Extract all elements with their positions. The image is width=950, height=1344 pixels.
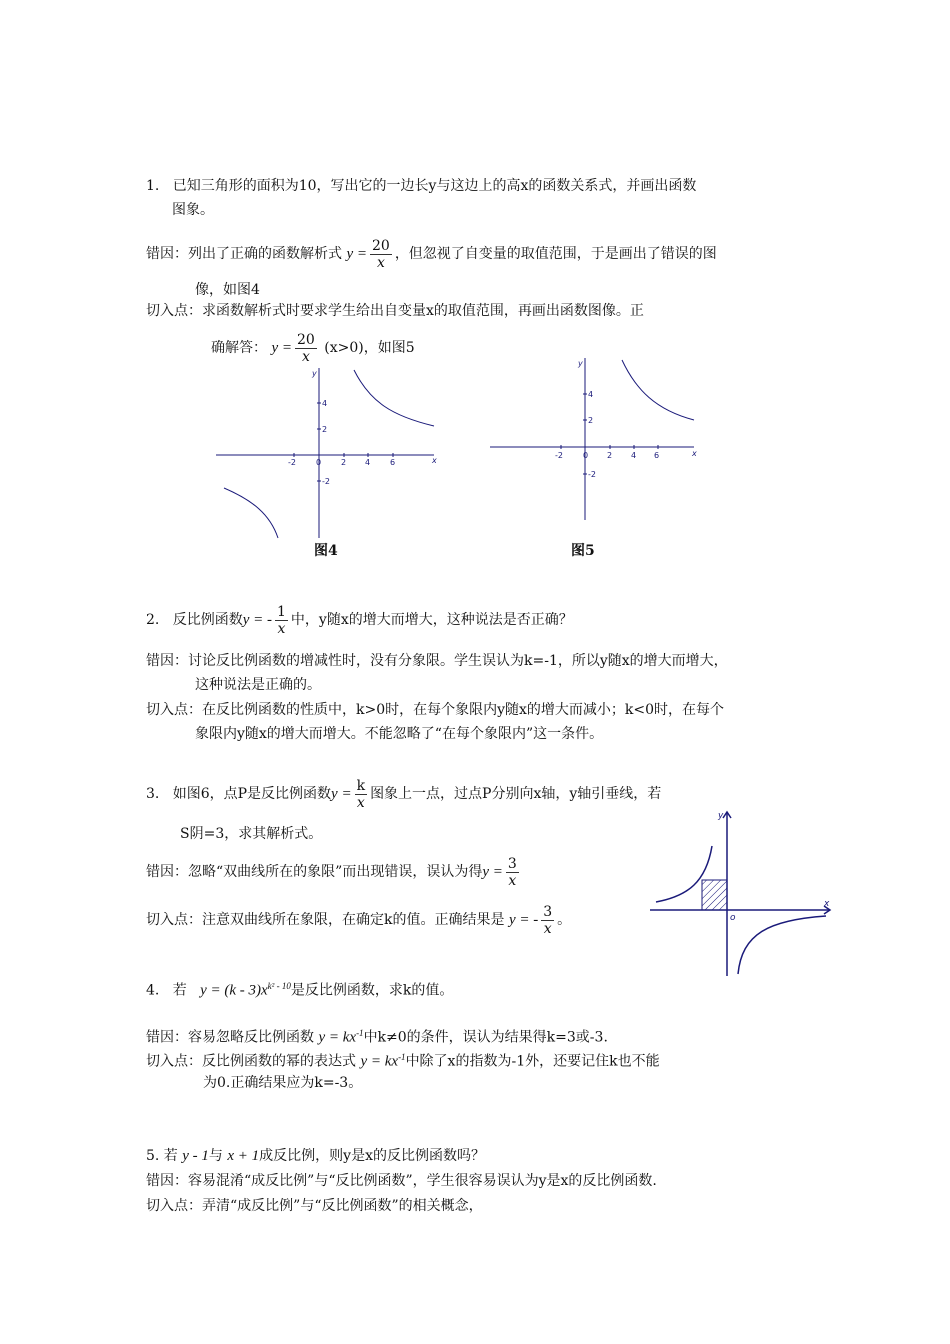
q1-cut-line2: 确解答： y = $\frac{20}{x}$ (x>0)，如图5 (211, 331, 415, 365)
fig4-xtick-3: 4 (365, 458, 371, 467)
q2-error-line2: 这种说法是正确的。 (195, 677, 321, 693)
fig6-axis-y: y (718, 811, 724, 821)
fig4-ytick-0: 4 (322, 399, 328, 408)
fig4-xtick-4: 6 (390, 458, 396, 467)
fig5-axis-x: x (692, 449, 697, 458)
fig5-xtick-4: 6 (654, 451, 660, 460)
q5-cut: 切入点：弄清“成反比例”与“反比例函数”的相关概念， (146, 1198, 483, 1214)
fig5-ytick-2: -2 (588, 470, 596, 479)
q1-line1: 1. 已知三角形的面积为10，写出它的一边长y与这边上的高x的函数关系式，并画出函数 (146, 178, 697, 194)
figure-4-caption: 图4 (314, 543, 338, 559)
fig5-xtick-0: -2 (555, 451, 563, 460)
q3-line1: 3. 如图6，点P是反比例函数y = $\frac{k}{x}$ 图象上一点，过点P分别向x轴，y轴引垂线，若 (146, 777, 662, 811)
q2-line1: 2. 反比例函数y = - $\frac{1}{x}$ 中，y随x的增大而增大，这种说法是否正确？ (146, 603, 573, 637)
q4-cut-line1: 切入点：反比例函数的幂的表达式 $y = kx^{-1}$中除了x的指数为-1外，还要记住k也不能 (146, 1052, 660, 1070)
fig4-ytick-1: 2 (322, 425, 328, 434)
q4-error: 错因：容易忽略反比例函数 $y = kx^{-1}$中k≠0的条件，误认为结果得k=3或-3. (146, 1028, 608, 1046)
q1-line2: 图象。 (172, 202, 214, 218)
fig4-xtick-2: 2 (341, 458, 347, 467)
q1-error-cont: 像，如图4 (195, 282, 260, 298)
fig6-axis-x: x (824, 899, 830, 909)
q3-error: 错因：忽略“双曲线所在的象限”而出现错误，误认为得y = $\frac{3}{x}$ (146, 855, 517, 889)
q2-cut-line2: 象限内y随x的增大而增大。不能忽略了“在每个象限内”这一条件。 (195, 726, 604, 742)
fig5-ytick-1: 2 (588, 416, 594, 425)
figure-5-caption: 图5 (571, 543, 595, 559)
figure-6-graph (648, 804, 834, 980)
q4-line1: 4. 若 $y = (k - 3)x^{k^2 - 10}$是反比例函数，求k的值。 (146, 981, 454, 999)
fig4-xtick-1: 0 (316, 458, 322, 467)
fig4-ytick-2: -2 (322, 477, 330, 486)
fig5-xtick-1: 0 (583, 451, 589, 460)
q4-cut-line2: 为0.正确结果应为k=-3。 (203, 1075, 363, 1091)
fig4-xtick-0: -2 (288, 458, 296, 467)
figure-4-graph (212, 362, 442, 542)
figure-5-graph (486, 352, 706, 524)
q2-cut-line1: 切入点：在反比例函数的性质中，k>0时，在每个象限内y随x的增大而减小；k<0时，在每个 (146, 702, 725, 718)
q2-error-line1: 错因：讨论反比例函数的增减性时，没有分象限。学生误认为k=-1，所以y随x的增大而增大， (146, 653, 728, 669)
fig5-xtick-2: 2 (607, 451, 613, 460)
fig5-axis-y: y (578, 359, 583, 368)
q5-error: 错因：容易混淆“成反比例”与“反比例函数”，学生很容易误认为y是x的反比例函数. (146, 1173, 657, 1189)
q3-cut: 切入点：注意双曲线所在象限，在确定k的值。正确结果是 y = - $\frac{3}{x}$ 。 (146, 903, 572, 937)
fig5-xtick-3: 4 (631, 451, 637, 460)
q3-line2: S阴=3，求其解析式。 (180, 826, 323, 842)
q5-line1: 5. 若 y - 1与 x + 1成反比例，则y是x的反比例函数吗？ (146, 1148, 485, 1164)
fig5-ytick-0: 4 (588, 390, 594, 399)
fig6-origin: o (730, 913, 736, 923)
q1-cut-line1: 切入点：求函数解析式时要求学生给出自变量x的取值范围，再画出函数图像。正 (146, 303, 644, 319)
fig4-axis-x: x (432, 456, 437, 465)
fig4-axis-y: y (312, 369, 317, 378)
q1-error: 错因：列出了正确的函数解析式 y = $\frac{20}{x}$ ，但忽视了自变量的取值范围，于是画出了错误的图 (146, 237, 717, 271)
